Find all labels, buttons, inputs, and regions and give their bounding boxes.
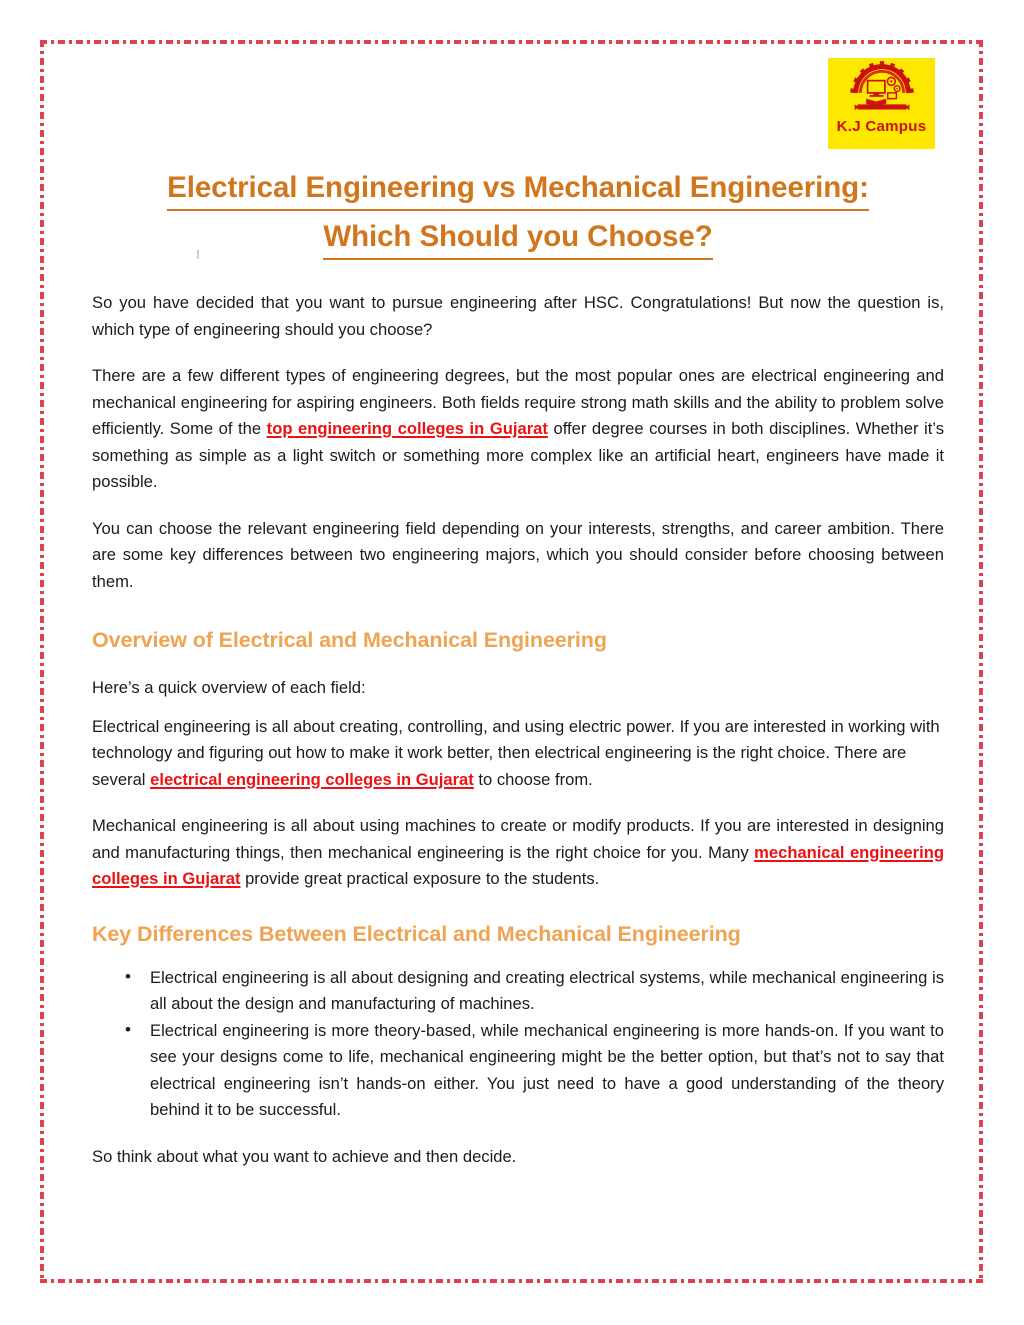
- paragraph-types-text-before: There are a few different types of engineering degrees, but the most popular ones are electrical engineering and mechanical engineering for aspiring engineers. Both fields require strong math skills and the ability to problem solve efficiently. Some of the: [92, 366, 944, 438]
- section-heading-overview: Overview of Electrical and Mechanical Engineering: [92, 628, 607, 652]
- paragraph-intro: So you have decided that you want to pursue engineering after HSC. Congratulations! But now the question is, which type of engineering should you choose?: [92, 293, 944, 339]
- paragraph-conclusion: So think about what you want to achieve and then decide.: [92, 1146, 517, 1166]
- paragraph-electrical-text-before: Electrical engineering is all about creating, controlling, and using electric power. If you are interested in working with technology and figuring out how to make it work better, then electrical engineering is the right choice. There are several: [92, 716, 940, 789]
- link-electrical-engineering-colleges[interactable]: electrical engineering colleges in Gujarat: [150, 769, 474, 789]
- key-differences-list: [92, 965, 944, 1124]
- link-top-engineering-colleges[interactable]: top engineering colleges in Gujarat: [266, 419, 548, 438]
- logo-text: K.J Campus: [836, 118, 927, 135]
- document-content: [92, 0, 944, 1170]
- page-title-line-2: Which Should you Choose?: [323, 217, 712, 260]
- paragraph-mechanical: [92, 813, 944, 893]
- page-border-left: [40, 40, 44, 1283]
- paragraph-quick-overview: Here’s a quick overview of each field:: [92, 678, 366, 697]
- paragraph-electrical-text-after: to choose from.: [473, 769, 593, 789]
- page-title: [92, 0, 944, 260]
- page-border-right: [979, 40, 983, 1283]
- list-item: • Electrical engineering is all about designing and creating electrical systems, while mechanical engineering is all about the design and manufacturing of machines.: [92, 965, 944, 1018]
- paragraph-mechanical-text-after: provide great practical exposure to the students.: [240, 869, 600, 888]
- list-item: • Electrical engineering is more theory-based, while mechanical engineering is more hands-on. If you want to see your designs come to life, mechanical engineering might be the better option, but that’s not to say that electrical engineering isn’t hands-on either. You just need to have a good understanding of the theory behind it to be successful.: [92, 1018, 944, 1124]
- page-title-line-1: Electrical Engineering vs Mechanical Engineering:: [167, 168, 869, 211]
- paragraph-types: [92, 363, 944, 496]
- section-heading-key-differences: Key Differences Between Electrical and Mechanical Engineering: [92, 921, 741, 946]
- paragraph-mechanical-text-before: Mechanical engineering is all about using machines to create or modify products. If you are interested in designing and manufacturing things, then mechanical engineering is the right choice for you. Many: [92, 816, 944, 862]
- paragraph-electrical: [92, 714, 944, 794]
- paragraph-choose-field: You can choose the relevant engineering field depending on your interests, strengths, and career ambition. There are some key differences between two engineering majors, which you should consider before choosing between them.: [92, 518, 944, 591]
- link-mechanical-engineering-colleges[interactable]: mechanical engineering colleges in Gujarat: [92, 842, 944, 888]
- page-border-bottom: [40, 1279, 983, 1283]
- paragraph-types-text-after: offer degree courses in both disciplines. Whether it’s something as simple as a light switch or something more complex like an artificial heart, engineers have made it possible.: [92, 419, 944, 491]
